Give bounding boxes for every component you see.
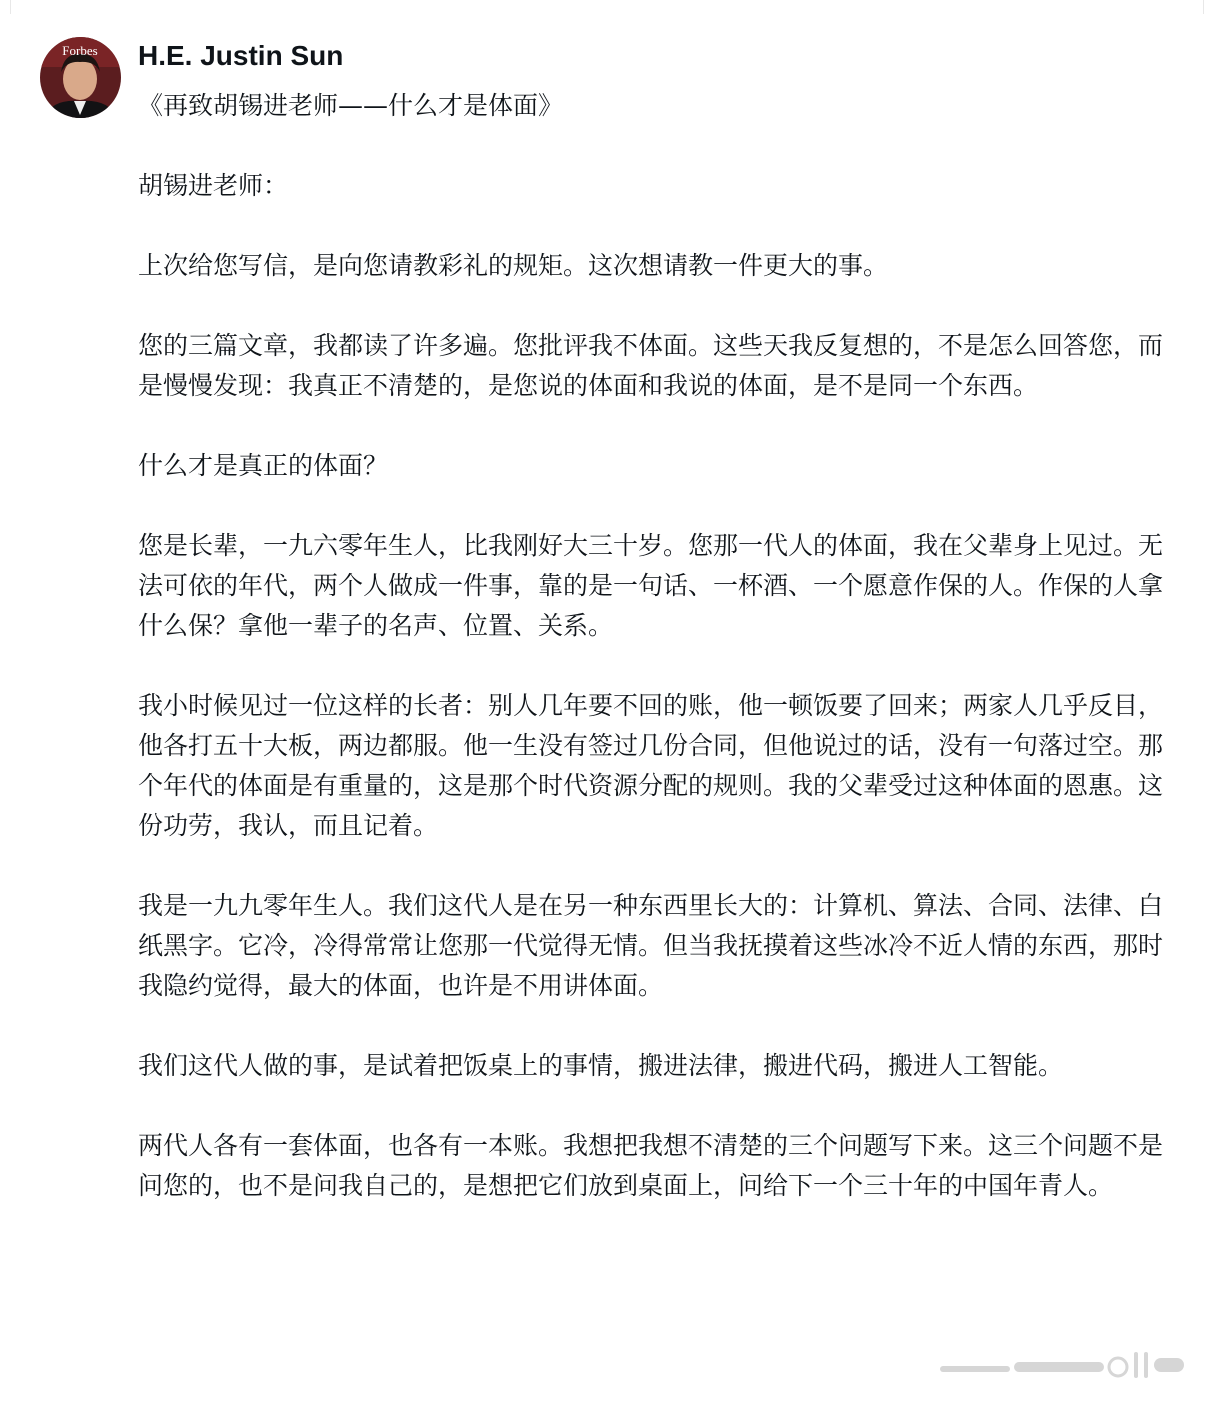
post-title: 《再致胡锡进老师——什么才是体面》 xyxy=(138,91,564,120)
post-paragraph-salutation: 胡锡进老师： xyxy=(138,171,289,200)
author-avatar[interactable] xyxy=(40,37,121,118)
post-paragraph: 上次给您写信，是向您请教彩礼的规矩。这次想请教一件更大的事。 xyxy=(138,251,889,280)
post-paragraph: 您是长辈，一九六零年生人，比我刚好大三十岁。您那一代人的体面，我在父辈身上见过。无法可依的年代，两个人做成一件事，靠的是一句话、一杯酒、一个愿意作保的人。作保的人拿什么保？拿他一辈子的名声、位置、关系。 xyxy=(138,531,1164,640)
post-paragraph: 两代人各有一套体面，也各有一本账。我想把我想不清楚的三个问题写下来。这三个问题不是问您的，也不是问我自己的，是想把它们放到桌面上，问给下一个三十年的中国年青人。 xyxy=(138,1131,1164,1200)
post-body xyxy=(138,86,1168,1206)
author-name[interactable]: H.E. Justin Sun xyxy=(138,40,344,71)
post-paragraph: 我小时候见过一位这样的长者：别人几年要不回的账，他一顿饭要了回来；两家人几乎反目，他各打五十大板，两边都服。他一生没有签过几份合同，但他说过的话，没有一句落过空。那个年代的体面是有重量的，这是那个时代资源分配的规则。我的父辈受过这种体面的恩惠。这份功劳，我认，而且记着。 xyxy=(138,691,1164,840)
avatar-portrait-icon xyxy=(40,37,121,118)
post-paragraph: 我们这代人做的事，是试着把饭桌上的事情，搬进法律，搬进代码，搬进人工智能。 xyxy=(138,1051,1064,1080)
watermark-logo-icon xyxy=(938,1346,1188,1386)
avatar-forbes-text: Forbes xyxy=(62,43,98,58)
post-paragraph: 什么才是真正的体面？ xyxy=(138,451,389,480)
post-paragraph: 我是一九九零年生人。我们这代人是在另一种东西里长大的：计算机、算法、合同、法律、白纸黑字。它冷，冷得常常让您那一代觉得无情。但当我抚摸着这些冰冷不近人情的东西，那时我隐约觉得，最大的体面，也许是不用讲体面。 xyxy=(138,891,1164,1000)
post-paragraph: 您的三篇文章，我都读了许多遍。您批评我不体面。这些天我反复想的，不是怎么回答您，而是慢慢发现：我真正不清楚的，是您说的体面和我说的体面，是不是同一个东西。 xyxy=(138,331,1164,400)
card-top-border xyxy=(10,0,1204,14)
